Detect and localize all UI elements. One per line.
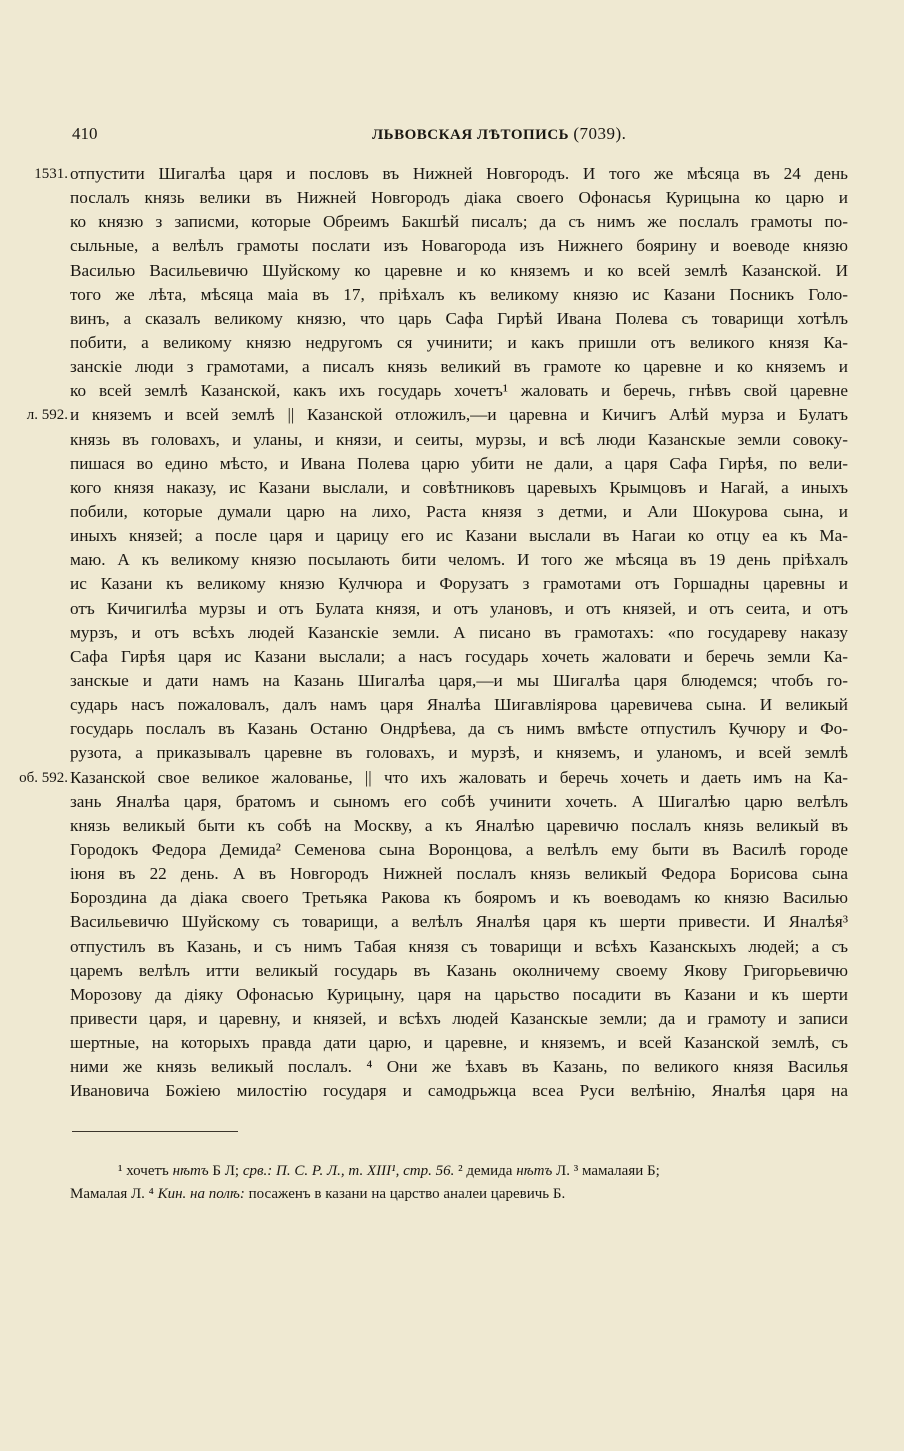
footnote-segment: срв.: П. С. Р. Л., т. XIII¹, стр. 56.: [242, 1163, 455, 1179]
line-text: отпустилъ въ Казань, и съ нимъ Табая князя съ товарищи и всѣхъ Казанскыхъ людей; а съ: [70, 936, 848, 956]
text-line: [0, 1079, 904, 1103]
footnote-segment: Б Л;: [208, 1163, 243, 1179]
line-text: привести царя, и царевну, и князей, и всѣхъ людей Казанскые земли; да и грамоту и записи: [70, 1008, 848, 1028]
line-text: того же лѣта, мѣсяца маiа въ 17, прiѣхалъ къ великому князю ис Казани Посникъ Голо-: [70, 284, 848, 304]
line-text: кого князя наказу, ис Казани выслали, и совѣтниковъ царевыхъ Крымцовъ и Нагай, а иныхъ: [70, 477, 848, 497]
line-text: маю. А къ великому князю посылають бити челомъ. И того же мѣсяца въ 19 день прiѣхалъ: [70, 550, 848, 570]
line-text: ко князю з записми, которые Обреимъ Бакшѣй писалъ; да съ нимъ же послалъ грамоты по-: [70, 212, 848, 232]
footnote-segment: ² демида: [454, 1163, 517, 1179]
line-text: ними же князь великый послалъ. ⁴ Они же ѣхавъ въ Казань, по великого князя Василья: [70, 1057, 848, 1077]
margin-note: л. 592.: [26, 407, 68, 424]
line-text: iюня въ 22 день. А въ Новгородъ Нижней послалъ князь великый Федора Борисова сына: [70, 864, 848, 884]
text-line: [0, 886, 904, 910]
footnote-rule: [72, 1131, 238, 1132]
page-header: [72, 124, 852, 152]
text-line: [0, 162, 904, 186]
text-line: [0, 693, 904, 717]
chronicle-year: (7039).: [573, 124, 627, 143]
text-line: [0, 597, 904, 621]
text-line: [0, 186, 904, 210]
text-line: [0, 983, 904, 1007]
line-text: иныхъ князей; а после царя и царицу его ис Казани выслали въ Нагаи ко отцу еа къ Ма-: [70, 526, 848, 546]
text-line: [0, 766, 904, 790]
text-line: [0, 790, 904, 814]
text-line: [0, 814, 904, 838]
line-text: шертные, на которыхъ правда дати царю, и царевне, и княземъ, и всей Казанской землѣ, съ: [70, 1033, 848, 1053]
line-text: зань Яналѣа царя, братомъ и сыномъ его собѣ учинити хочеть. А Шигалѣю царю велѣлъ: [70, 791, 848, 811]
footnote-segment: нѣтъ: [172, 1163, 209, 1179]
text-line: [0, 910, 904, 934]
line-text: занскые и дати намъ на Казань Шигалѣа царя,—и мы Шигалѣа царя блюдемся; чтобъ го-: [70, 670, 848, 690]
text-line: [0, 959, 904, 983]
text-line: [0, 1007, 904, 1031]
text-line: [0, 331, 904, 355]
footnotes: [70, 1160, 848, 1206]
text-line: [0, 355, 904, 379]
text-line: [0, 500, 904, 524]
line-text: сударь насъ пожаловалъ, далъ намъ царя Яналѣа Шигавлiярова царевичева сына. И великый: [70, 695, 848, 715]
line-text: отъ Кичигилѣа мурзы и отъ Булата князя, и отъ улановъ, и отъ князей, и отъ сеита, и отъ: [70, 598, 848, 618]
margin-note: об. 592.: [19, 769, 68, 786]
chronicle-title: ЛЬВОВСКАЯ ЛѢТОПИСЬ: [372, 127, 570, 143]
text-line: [0, 572, 904, 596]
text-line: [0, 379, 904, 403]
chronicle-text: [0, 162, 904, 1103]
line-text: ко всей землѣ Казанской, какъ ихъ государь хочетъ¹ жаловать и беречь, гнѣвъ свой царевне: [70, 381, 848, 401]
running-title: [372, 124, 626, 144]
line-text: Морозову да дiяку Офонасью Курицыну, царя на царьство посадити въ Казани и къ шерти: [70, 984, 848, 1004]
text-line: [0, 1031, 904, 1055]
text-line: [0, 548, 904, 572]
line-text: Ивановича Божiею милостiю государя и самодрьжца всеа Руси велѣнiю, Яналѣя царя на: [70, 1081, 848, 1101]
line-text: побити, а великому князю недругомъ ся учинити; и какъ пришли отъ великого князя Ка-: [70, 332, 848, 352]
footnote-segment: посаженъ в казани на царство аналеи царевичь Б.: [244, 1186, 566, 1202]
line-text: мурзъ, и отъ всѣхъ людей Казанскiе земли. А писано въ грамотахъ: «по государеву наказу: [70, 622, 848, 642]
margin-note: 1531.: [34, 166, 68, 182]
line-text: государь послалъ въ Казань Останю Ондрѣева, да съ нимъ вмѣсте отпустилъ Кучюру и Фо-: [70, 719, 848, 739]
line-text: Городокъ Федора Демида² Семенова сына Воронцова, а велѣлъ ему быти въ Василѣ городе: [70, 839, 848, 859]
line-text: ис Казани къ великому князю Кулчюра и Форузатъ з грамотами отъ Горшадны царевны и: [70, 574, 848, 594]
footnote-segment: ¹ хочетъ: [118, 1163, 173, 1179]
text-line: [0, 210, 904, 234]
line-text: сыльные, а велѣлъ грамоты послати изъ Новагорода изъ Нижнего боярину и воеводе князю: [70, 236, 848, 256]
line-text: рузота, а приказывалъ царевне въ головахъ, и мурзѣ, и княземъ, и уланомъ, и всей землѣ: [70, 743, 848, 763]
line-text: князь въ головахъ, и уланы, и князи, и сеиты, мурзы, и всѣ люди Казанскые земли совоку-: [70, 429, 848, 449]
text-line: [0, 621, 904, 645]
line-text: винъ, а сказалъ великому князю, что царь Сафа Гирѣй Ивана Полева съ товарищи хотѣлъ: [70, 308, 848, 328]
line-text: занскiе люди з грамотами, а писалъ князь великий въ грамоте ко царевне и ко княземъ и: [70, 357, 848, 377]
footnote-segment: нѣтъ: [516, 1163, 553, 1179]
text-line: [0, 838, 904, 862]
text-line: [0, 645, 904, 669]
text-line: [0, 234, 904, 258]
text-line: [0, 452, 904, 476]
line-text: царемъ велѣлъ итти великый государь въ Казань околничему своему Якову Григорьевичю: [70, 960, 848, 980]
line-text: и княземъ и всей землѣ || Казанской отложилъ,—и царевна и Кичигъ Алѣй мурза и Булатъ: [70, 405, 848, 425]
text-line: [0, 741, 904, 765]
text-line: [0, 717, 904, 741]
footnote-line: [70, 1183, 848, 1206]
line-text: Бороздина да дiака своего Третьяка Ракова къ бояромъ и къ воеводамъ ко князю Василью: [70, 888, 848, 908]
text-line: [0, 428, 904, 452]
footnote-segment: Мамалая Л. ⁴: [70, 1186, 158, 1202]
text-line: [0, 283, 904, 307]
text-line: [0, 669, 904, 693]
line-text: князь великый быти къ собѣ на Москву, а къ Яналѣю царевичю послалъ князь великый въ: [70, 815, 848, 835]
line-text: Васильевичю Шуйскому съ товарищи, а велѣлъ Яналѣя царя къ шерти привести. И Яналѣя³: [70, 912, 848, 932]
line-text: Василью Васильевичю Шуйскому ко царевне и ко княземъ и ко всей землѣ Казанской. И: [70, 260, 848, 280]
footnote-segment: Кин. на полѣ:: [157, 1186, 245, 1202]
text-line: [0, 259, 904, 283]
text-line: [0, 307, 904, 331]
text-line: [0, 1055, 904, 1079]
text-line: [0, 935, 904, 959]
text-line: [0, 476, 904, 500]
text-line: [0, 524, 904, 548]
text-line: [0, 862, 904, 886]
page-number: 410: [72, 124, 98, 143]
footnote-segment: Л. ³ мамалаяи Б;: [552, 1163, 660, 1179]
line-text: побили, которые думали царю на лихо, Раста князя з детми, и Али Шокурова сына, и: [70, 501, 848, 521]
line-text: послалъ князь велики въ Нижней Новгородъ дiака своего Офонасья Курицына ко царю и: [70, 188, 848, 208]
footnote-line: [70, 1160, 848, 1183]
text-line: [0, 403, 904, 427]
line-text: Казанской свое великое жалованье, || что ихъ жаловать и беречь хочеть и даеть имъ на Ка-: [70, 767, 848, 787]
line-text: отпустити Шигалѣа царя и пословъ въ Нижней Новгородъ. И того же мѣсяца въ 24 день: [70, 164, 848, 183]
line-text: пишася во едино мѣсто, и Ивана Полева царю убити не дали, а царя Сафа Гирѣя, по вели-: [70, 453, 848, 473]
line-text: Сафа Гирѣя царя ис Казани выслали; а насъ государь хочеть жаловати и беречь земли Ка-: [70, 646, 848, 666]
